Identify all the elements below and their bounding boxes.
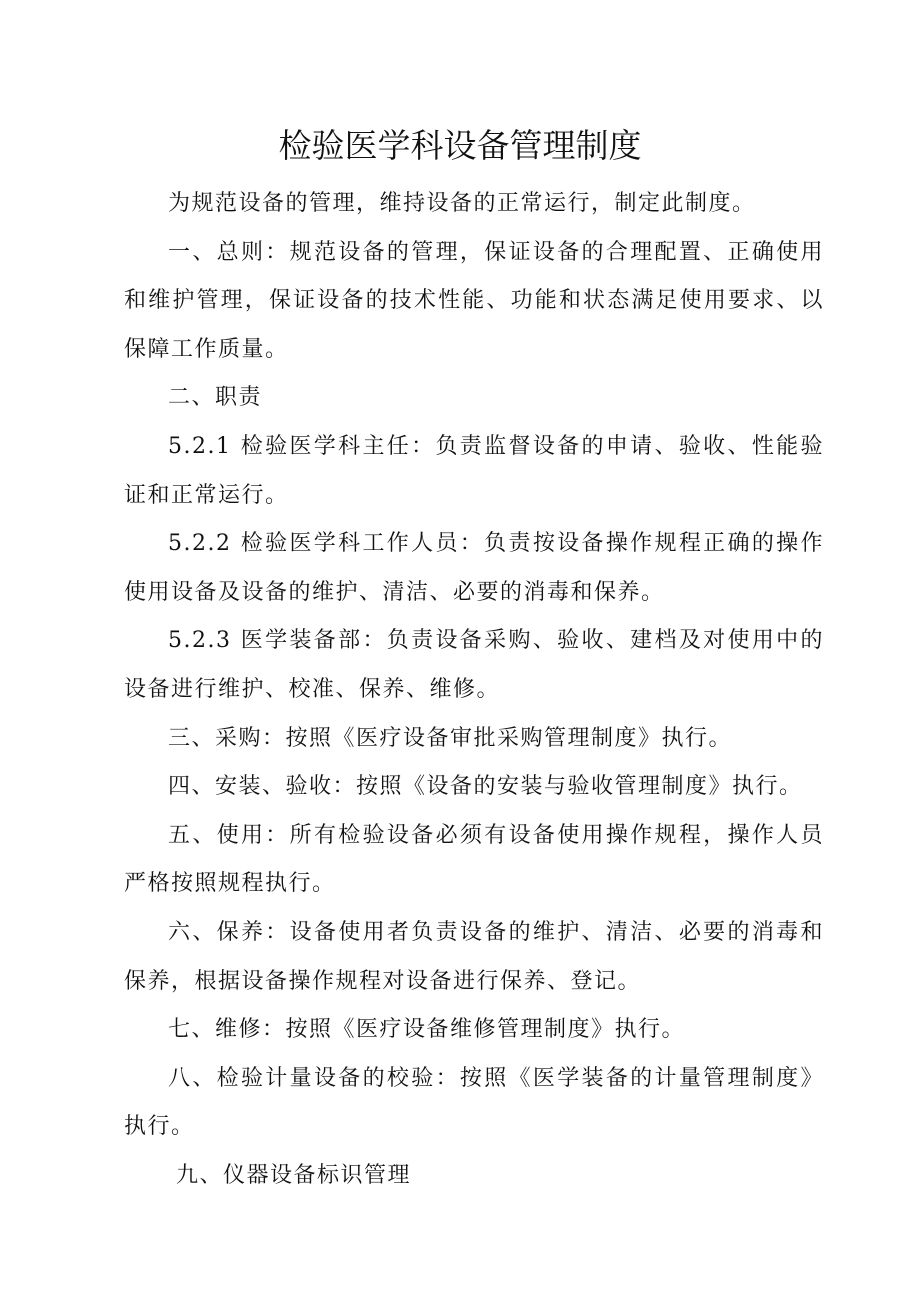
paragraph-maintenance: 六、保养：设备使用者负责设备的维护、清洁、必要的消毒和保养，根据设备操作规程对设备进行保养、登记。 <box>124 919 824 994</box>
paragraph-duties-heading: 二、职责 <box>168 385 263 411</box>
paragraph-installation: 四、安装、验收：按照《设备的安装与验收管理制度》执行。 <box>168 774 803 800</box>
paragraph-duty-staff: 5.2.2 检验医学科工作人员：负责按设备操作规程正确的操作使用设备及设备的维护、清洁、必要的消毒和保养。 <box>124 531 824 605</box>
document-title: 检验医学科设备管理制度 <box>278 126 642 165</box>
paragraph-intro: 为规范设备的管理，维持设备的正常运行，制定此制度。 <box>168 191 756 216</box>
paragraph-duty-equipment-dept: 5.2.3 医学装备部：负责设备采购、验收、建档及对使用中的设备进行维护、校准、保养、维修。 <box>124 628 824 702</box>
paragraph-general: 一、总则：规范设备的管理，保证设备的合理配置、正确使用和维护管理，保证设备的技术性能、功能和状态满足使用要求、以保障工作质量。 <box>124 239 824 362</box>
paragraph-calibration: 八、检验计量设备的校验：按照《医学装备的计量管理制度》执行。 <box>124 1065 824 1140</box>
paragraph-labeling: 九、仪器设备标识管理 <box>176 1162 412 1188</box>
paragraph-procurement: 三、采购：按照《医疗设备审批采购管理制度》执行。 <box>168 725 733 751</box>
paragraph-usage: 五、使用：所有检验设备必须有设备使用操作规程，操作人员严格按照规程执行。 <box>124 822 824 897</box>
paragraph-repair: 七、维修：按照《医疗设备维修管理制度》执行。 <box>168 1017 686 1043</box>
paragraph-duty-director: 5.2.1 检验医学科主任：负责监督设备的申请、验收、性能验证和正常运行。 <box>124 433 824 508</box>
document-body <box>124 180 824 1200</box>
